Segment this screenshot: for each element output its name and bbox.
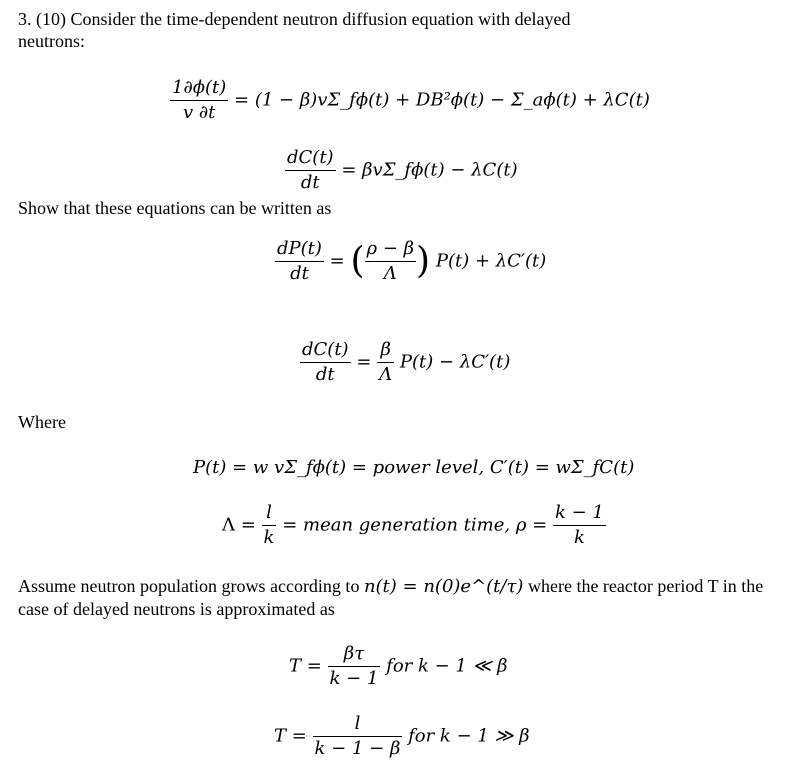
- eq3-equals: =: [329, 250, 345, 272]
- eq1-lhs-den: v ∂t: [182, 102, 216, 123]
- equation-period-small: [289, 642, 508, 691]
- eq2-rhs: = βvΣ_fϕ(t) − λC(t): [341, 159, 518, 181]
- eq4-frac-den: Λ: [379, 364, 393, 385]
- eq3-lhs-den: dt: [290, 263, 309, 284]
- assume-line-1-a: Assume neutron population grows according to: [18, 576, 364, 596]
- eq3-rho-fraction: [365, 237, 417, 286]
- equation-precursor: [285, 146, 518, 195]
- eq3-left-paren: (: [350, 240, 365, 282]
- intro-line-2: neutrons:: [18, 31, 85, 51]
- eq3-rhs-tail: P(t) + λC′(t): [435, 250, 547, 272]
- assume-line-1-b: where the reactor period T in the: [523, 576, 764, 596]
- period2-num: l: [313, 712, 403, 737]
- period1-fraction: [328, 642, 381, 691]
- eq3-frac-den: Λ: [383, 263, 397, 284]
- period2-condition: for k − 1 ≫ β: [408, 725, 530, 747]
- equation-precursor-kinetics: [300, 338, 510, 387]
- eq3-lhs-fraction: [275, 237, 324, 286]
- period1-condition: for k − 1 ≪ β: [386, 655, 508, 677]
- eq4-lhs-den: dt: [315, 364, 335, 385]
- lambda-den: k: [263, 527, 275, 548]
- eq3-lhs-num: dP(t): [275, 237, 324, 262]
- eq4-lhs-fraction: [300, 338, 351, 387]
- rho-den: k: [573, 527, 585, 548]
- assume-paragraph: [18, 575, 763, 620]
- lambda-text: = mean generation time, ρ =: [282, 514, 548, 536]
- equation-diffusion: [170, 76, 650, 125]
- period1-num: βτ: [328, 642, 381, 667]
- show-text: Show that these equations can be written as: [18, 198, 332, 218]
- equation-period-large: [274, 712, 530, 761]
- lambda-num: l: [262, 501, 277, 526]
- growth-formula: n(t) = n(0)e^(t/τ): [363, 576, 524, 597]
- eq1-rhs: = (1 − β)vΣ_fϕ(t) + DB²ϕ(t) − Σ_aϕ(t) + λC(t): [234, 89, 650, 111]
- eq4-beta-fraction: [377, 338, 394, 387]
- lambda-fraction: [262, 501, 277, 550]
- eq4-rhs-tail: P(t) − λC′(t): [399, 351, 511, 373]
- definition-generation-time: [222, 501, 606, 550]
- eq1-lhs-num: 1∂ϕ(t): [170, 76, 228, 101]
- eq3-right-paren: ): [416, 240, 431, 282]
- eq2-lhs-num: dC(t): [285, 146, 336, 171]
- rho-num: k − 1: [553, 501, 606, 526]
- period1-den: k − 1: [329, 668, 379, 689]
- eq4-equals: =: [356, 351, 372, 373]
- eq2-lhs-den: dt: [300, 172, 320, 193]
- where-text: Where: [18, 412, 66, 432]
- assume-line-1: [18, 575, 763, 598]
- intro-line-1: 3. (10) Consider the time-dependent neutron diffusion equation with delayed: [18, 9, 571, 29]
- assume-line-2: case of delayed neutrons is approximated as: [18, 599, 335, 619]
- eq3-frac-num: ρ − β: [365, 237, 417, 262]
- rho-fraction: [553, 501, 606, 550]
- eq4-lhs-num: dC(t): [300, 338, 351, 363]
- equation-power-kinetics: [275, 237, 546, 286]
- period2-fraction: [313, 712, 403, 761]
- intro-paragraph: [18, 8, 571, 52]
- definition-power-level: P(t) = w vΣ_fϕ(t) = power level, C′(t) = wΣ_fC(t): [193, 457, 635, 478]
- eq4-frac-num: β: [377, 338, 394, 363]
- eq1-lhs-fraction: [170, 76, 228, 125]
- lambda-symbol: Λ =: [222, 514, 256, 536]
- period2-den: k − 1 − β: [314, 738, 401, 759]
- eq2-lhs-fraction: [285, 146, 336, 195]
- period1-lhs: T =: [289, 655, 322, 677]
- period2-lhs: T =: [274, 725, 307, 747]
